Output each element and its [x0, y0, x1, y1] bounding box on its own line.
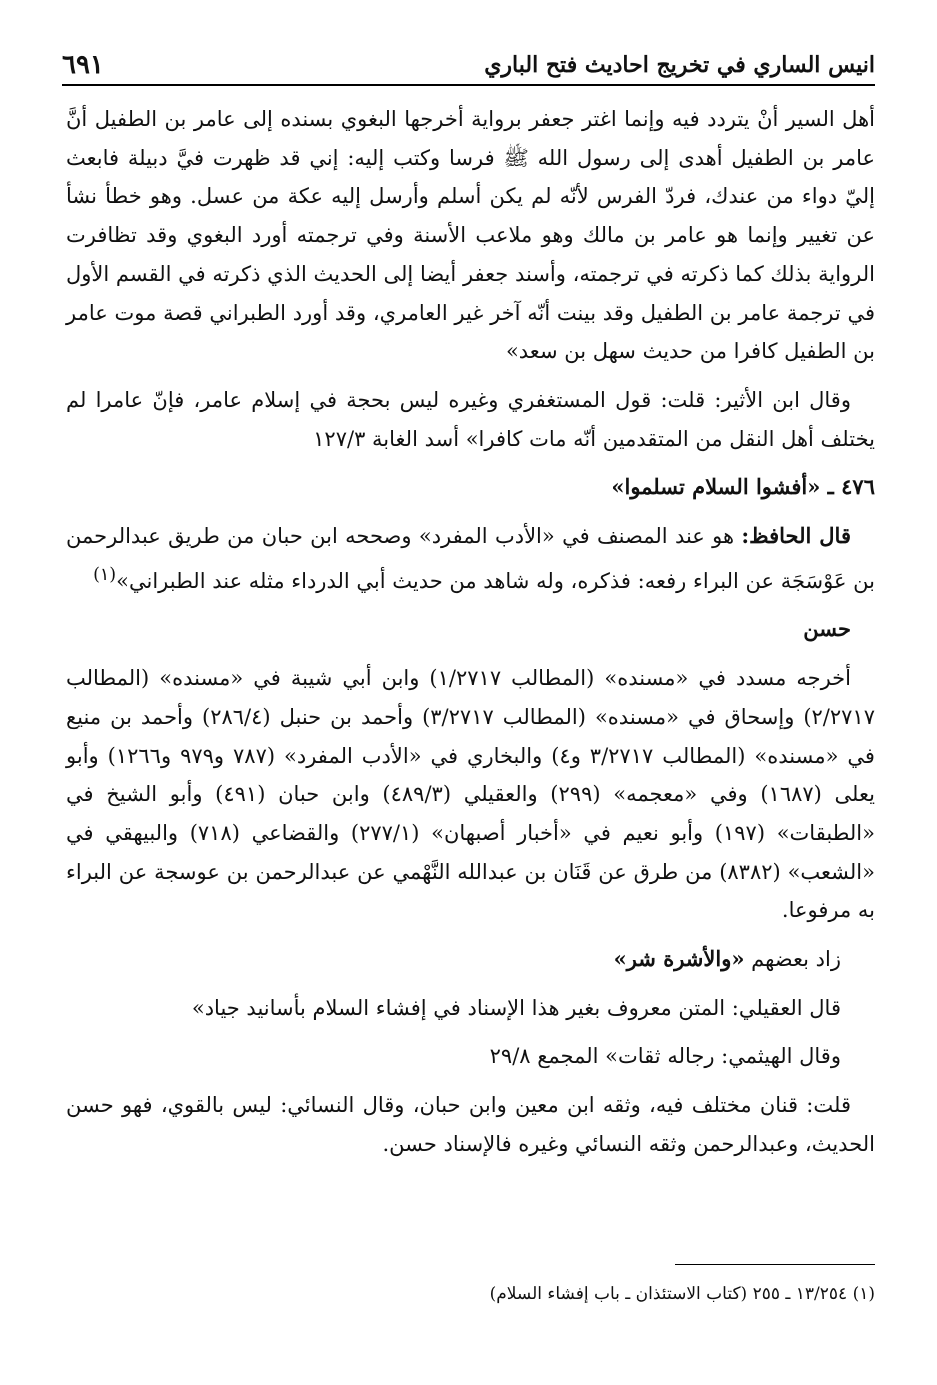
running-header [62, 40, 875, 86]
addition-quote: «والأشرة شر» [613, 946, 745, 972]
paragraph-haythami: وقال الهيثمي: رجاله ثقات» المجمع ٢٩/٨ [489, 1044, 841, 1069]
paragraph-addition [66, 940, 875, 979]
hadith-heading: ٤٧٦ ـ «أفشوا السلام تسلموا» [611, 474, 875, 500]
hadith-grade: حسن [803, 616, 851, 642]
hafiz-text: هو عند المصنف في «الأدب المفرد» وصححه ابن حبان من طريق عبدالرحمن بن عَوْسَجَة عن البراء رفعه: فذكره، وله شاهد من حديث أبي الدرداء مثله عند الطبراني» [66, 524, 875, 593]
page-number: ٦٩١ [62, 50, 104, 80]
hafiz-label: قال الحافظ: [741, 523, 851, 549]
book-title: انيس الساري في تخريج احاديث فتح الباري [484, 52, 875, 78]
footnote-rule [675, 1264, 875, 1265]
main-text [66, 100, 875, 1174]
addition-prefix: زاد بعضهم [744, 947, 841, 972]
paragraph-continuation: أهل السير أنْ يتردد فيه وإنما اغتر جعفر برواية أخرجها البغوي بسنده إلى عامر بن الطفيل أنَّ عامر بن الطفيل أهدى إلى رسول الله ﷺ فرسا وكتب إليه: إني قد ظهرت فيَّ دبيلة فابعث إليّ دواء من عندك، فردّ الفرس لأنّه لم يكن أسلم وأرسل إليه عكة من عسل. وهو خطأ نشأ عن تغيير وإنما هو عامر بن مالك وهو ملاعب الأسنة وفي ترجمته أورد البغوي وقد تظافرت الرواية بذلك كما ذكرته في ترجمته، وأسند جعفر أيضا إلى الحديث الذي ذكرته في القسم الأول في ترجمة عامر بن الطفيل وقد بينت أنّه آخر غير العامري، وقد أورد الطبراني قصة موت عامر بن الطفيل كافرا من حديث سهل بن سعد» [66, 107, 875, 364]
paragraph-takhrij: أخرجه مسدد في «مسنده» (المطالب ١/٢٧١٧) وابن أبي شيبة في «مسنده» (المطالب ٢/٢٧١٧) وإسحاق في «مسنده» (المطالب ٣/٢٧١٧) وأحمد بن حنبل (٢٨٦/٤) وأحمد بن منيع في «مسنده» (المطالب ٣/٢٧١٧ و٤) والبخاري في «الأدب المفرد» (٧٨٧ و٩٧٩ و١٢٦٦) وأبو يعلى (١٦٨٧) وفي «معجمه» (٢٩٩) والعقيلي (٤٨٩/٣) وابن حبان (٤٩١) وأبو الشيخ في «الطبقات» (١٩٧) وأبو نعيم في «أخبار أصبهان» (٢٧٧/١) والقضاعي (٧١٨) والبيهقي في «الشعب» (٨٣٨٢) من طرق عن قَنَان بن عبدالله النَّهْمي عن عبدالرحمن بن عوسجة عن البراء به مرفوعا. [66, 666, 875, 923]
paragraph-uqayli: قال العقيلي: المتن معروف بغير هذا الإسناد في إفشاء السلام بأسانيد جياد» [191, 995, 841, 1020]
footnote: (١) ١٣/٢٥٤ ـ ٢٥٥ (كتاب الاستئذان ـ باب إفشاء السلام) [489, 1284, 875, 1304]
paragraph-hafiz [66, 517, 875, 600]
footnote-marker: (١) [93, 564, 117, 585]
paragraph-conclusion: قلت: قنان مختلف فيه، وثقه ابن معين وابن حبان، وقال النسائي: ليس بالقوي، فهو حسن الحديث، وعبدالرحمن وثقه النسائي وغيره فالإسناد حسن. [66, 1093, 875, 1156]
paragraph-ibn-athir: وقال ابن الأثير: قلت: قول المستغفري وغيره ليس بحجة في إسلام عامر، فإنّ عامرا لم يختلف أهل النقل من المتقدمين أنّه مات كافرا» أسد الغابة ١٢٧/٣ [66, 387, 875, 451]
header-rule [62, 84, 875, 86]
